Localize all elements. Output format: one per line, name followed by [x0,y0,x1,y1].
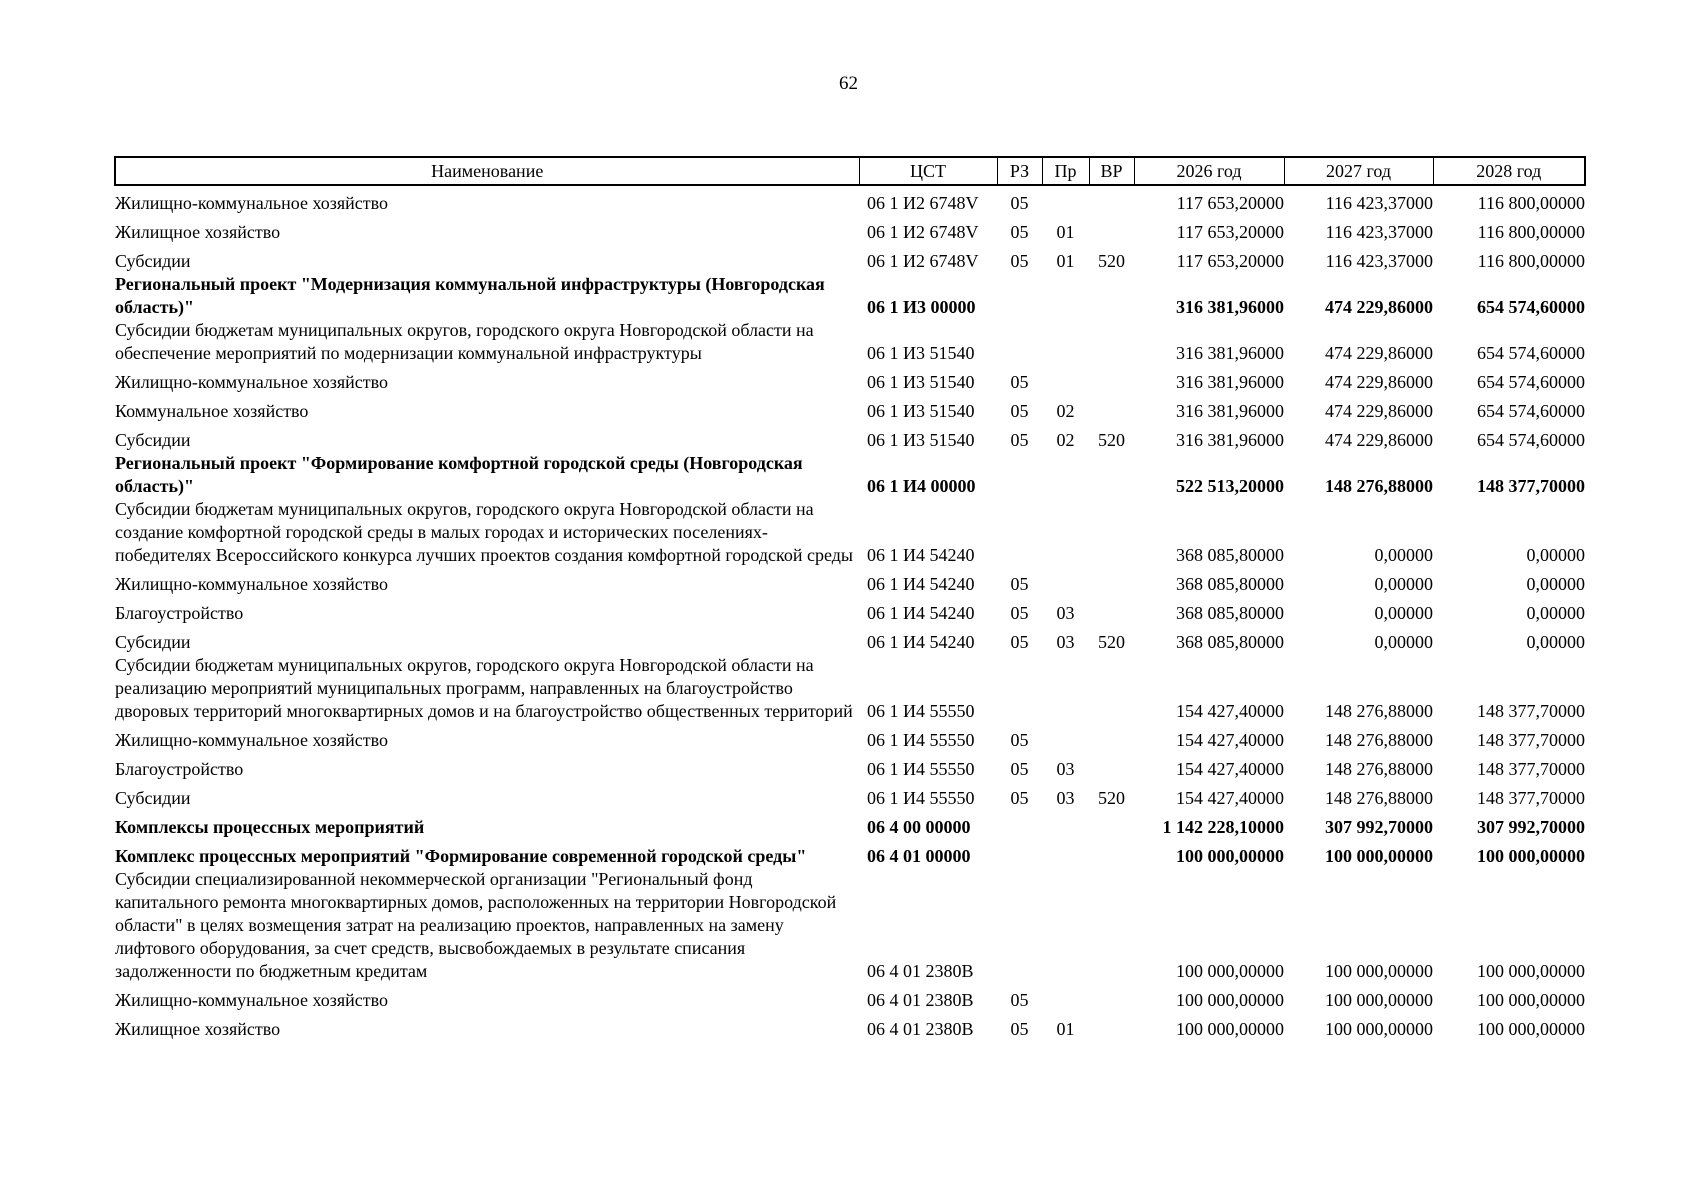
row-value-2027: 0,00000 [1374,603,1433,623]
row-name: Субсидии [115,251,191,271]
row-pr [1042,567,1089,596]
table-row [115,723,1585,752]
row-value-2028: 654 574,60000 [1477,372,1585,392]
row-rz: 05 [1010,632,1029,652]
row-name: Благоустройство [115,759,244,779]
page-number: 62 [839,73,858,94]
row-value-2026: 368 085,80000 [1176,632,1284,652]
row-value-2028: 0,00000 [1526,574,1585,594]
row-value-2028: 654 574,60000 [1477,343,1585,363]
row-name: Региональный проект "Формирование комфортной городской среды (Новгородская область)" [115,453,803,496]
row-pr [1042,185,1089,215]
row-rz: 05 [1010,603,1029,623]
row-pr: 03 [1056,788,1075,808]
row-rz: 05 [1010,430,1029,450]
row-vr: 520 [1098,251,1125,271]
row-value-2027: 474 229,86000 [1325,430,1433,450]
row-rz [997,319,1042,365]
row-value-2026: 117 653,20000 [1176,222,1284,242]
row-cst: 06 4 01 2380В [867,1019,974,1039]
table-row [115,452,1585,498]
row-vr [1089,983,1134,1012]
row-cst: 06 1 И4 55550 [867,730,975,750]
row-vr [1089,215,1134,244]
row-value-2026: 117 653,20000 [1176,251,1284,271]
row-value-2027: 0,00000 [1374,632,1433,652]
row-value-2026: 154 427,40000 [1176,730,1284,750]
row-value-2026: 316 381,96000 [1176,343,1284,363]
row-value-2027: 148 276,88000 [1325,788,1433,808]
row-vr [1089,810,1134,839]
row-value-2028: 148 377,70000 [1477,701,1585,721]
row-value-2027: 474 229,86000 [1325,297,1433,317]
header-row [115,157,1585,185]
row-pr [1042,452,1089,498]
row-pr: 01 [1056,251,1075,271]
table-row [115,394,1585,423]
row-value-2028: 100 000,00000 [1477,961,1585,981]
row-name: Субсидии [115,788,191,808]
table-body [115,185,1585,1041]
row-value-2027: 148 276,88000 [1325,476,1433,496]
row-value-2026: 522 513,20000 [1176,476,1284,496]
row-name: Субсидии [115,430,191,450]
budget-table-container [114,156,1584,1041]
row-pr [1042,839,1089,868]
row-rz: 05 [1010,730,1029,750]
row-vr [1089,752,1134,781]
row-value-2026: 100 000,00000 [1176,961,1284,981]
row-value-2027: 148 276,88000 [1325,730,1433,750]
row-value-2028: 148 377,70000 [1477,730,1585,750]
row-vr [1089,185,1134,215]
row-cst: 06 1 И4 55550 [867,759,975,779]
row-rz [997,839,1042,868]
row-value-2026: 117 653,20000 [1176,193,1284,213]
row-value-2026: 1 142 228,10000 [1162,817,1284,837]
header-cst: ЦСТ [859,157,997,185]
row-value-2026: 368 085,80000 [1176,574,1284,594]
row-value-2027: 100 000,00000 [1325,846,1433,866]
row-cst: 06 4 01 00000 [867,846,971,866]
row-name: Жилищно-коммунальное хозяйство [115,990,389,1010]
row-name: Субсидии бюджетам муниципальных округов, городского округа Новгородской области на обеспечение мероприятий по модернизации коммунальной инфраструктуры [115,320,814,363]
row-value-2027: 116 423,37000 [1325,193,1433,213]
row-value-2027: 100 000,00000 [1325,961,1433,981]
row-vr [1089,654,1134,723]
row-name: Жилищно-коммунальное хозяйство [115,574,389,594]
row-name: Субсидии специализированной некоммерческой организации "Региональный фонд капитального ремонта многоквартирных домов, расположенных на территории Новгородской области" в целях возмещения затрат на реализацию проектов, направленных на замену лифтового оборудования, за счет средств, высвобождаемых в результате списания задолженности по бюджетным кредитам [115,869,837,981]
budget-table [114,156,1586,1041]
row-rz: 05 [1010,401,1029,421]
row-value-2028: 116 800,00000 [1477,193,1585,213]
row-vr [1089,452,1134,498]
row-rz [997,273,1042,319]
row-rz: 05 [1010,574,1029,594]
row-value-2028: 100 000,00000 [1477,1019,1585,1039]
row-rz [997,498,1042,567]
row-rz: 05 [1010,1019,1029,1039]
row-value-2026: 100 000,00000 [1176,990,1284,1010]
row-value-2028: 0,00000 [1526,632,1585,652]
row-name: Субсидии бюджетам муниципальных округов, городского округа Новгородской области на реализацию мероприятий муниципальных программ, направленных на благоустройство дворовых территорий многоквартирных домов и на благоустройство общественных территорий [115,655,853,721]
row-vr [1089,1012,1134,1041]
row-value-2026: 154 427,40000 [1176,759,1284,779]
row-name: Коммунальное хозяйство [115,401,309,421]
table-row [115,185,1585,215]
header-vr: ВР [1089,157,1134,185]
row-cst: 06 1 И4 55550 [867,788,975,808]
row-value-2027: 116 423,37000 [1325,251,1433,271]
row-pr: 03 [1056,759,1075,779]
table-row [115,839,1585,868]
row-cst: 06 1 И2 6748V [867,193,979,213]
row-pr: 02 [1056,430,1075,450]
row-value-2028: 100 000,00000 [1477,846,1585,866]
row-name: Комплекс процессных мероприятий "Формирование современной городской среды" [115,846,807,866]
row-value-2028: 0,00000 [1526,545,1585,565]
row-cst: 06 4 00 00000 [867,817,971,837]
table-row [115,983,1585,1012]
row-pr [1042,273,1089,319]
table-header [115,157,1585,185]
row-rz: 05 [1010,222,1029,242]
row-pr: 03 [1056,603,1075,623]
row-value-2028: 116 800,00000 [1477,222,1585,242]
row-value-2028: 116 800,00000 [1477,251,1585,271]
row-rz [997,868,1042,983]
row-cst: 06 1 И4 00000 [867,476,976,496]
row-pr: 01 [1056,222,1075,242]
row-name: Жилищно-коммунальное хозяйство [115,372,389,392]
row-vr [1089,365,1134,394]
row-value-2026: 100 000,00000 [1176,1019,1284,1039]
header-pr: Пр [1042,157,1089,185]
row-cst: 06 1 И3 51540 [867,401,975,421]
row-value-2026: 100 000,00000 [1176,846,1284,866]
row-cst: 06 1 И3 51540 [867,430,975,450]
row-vr: 520 [1098,788,1125,808]
row-pr: 03 [1056,632,1075,652]
header-2028: 2028 год [1433,157,1585,185]
row-vr: 520 [1098,632,1125,652]
row-pr [1042,654,1089,723]
table-row [115,319,1585,365]
header-name: Наименование [115,157,859,185]
row-vr [1089,273,1134,319]
row-value-2028: 0,00000 [1526,603,1585,623]
row-cst: 06 1 И4 54240 [867,603,975,623]
row-cst: 06 1 И4 54240 [867,632,975,652]
row-value-2027: 100 000,00000 [1325,1019,1433,1039]
row-rz [997,654,1042,723]
row-rz: 05 [1010,759,1029,779]
row-cst: 06 1 И3 51540 [867,372,975,392]
row-vr [1089,394,1134,423]
row-value-2027: 148 276,88000 [1325,759,1433,779]
row-cst: 06 1 И2 6748V [867,222,979,242]
row-rz: 05 [1010,193,1029,213]
row-value-2026: 316 381,96000 [1176,430,1284,450]
row-rz: 05 [1010,990,1029,1010]
row-cst: 06 4 01 2380В [867,990,974,1010]
row-value-2028: 148 377,70000 [1477,788,1585,808]
table-row [115,868,1585,983]
row-cst: 06 1 И4 54240 [867,574,975,594]
row-cst: 06 1 И3 00000 [867,297,976,317]
row-pr [1042,365,1089,394]
row-pr [1042,498,1089,567]
row-rz [997,452,1042,498]
table-row [115,423,1585,452]
row-vr [1089,723,1134,752]
row-pr [1042,319,1089,365]
row-value-2027: 474 229,86000 [1325,343,1433,363]
row-value-2026: 316 381,96000 [1176,297,1284,317]
table-row [115,498,1585,567]
row-cst: 06 1 И3 51540 [867,343,975,363]
row-rz [997,810,1042,839]
row-value-2027: 474 229,86000 [1325,401,1433,421]
table-row [115,365,1585,394]
row-value-2027: 0,00000 [1374,574,1433,594]
row-pr [1042,723,1089,752]
row-pr [1042,983,1089,1012]
row-value-2028: 100 000,00000 [1477,990,1585,1010]
row-name: Субсидии [115,632,191,652]
row-value-2028: 654 574,60000 [1477,297,1585,317]
row-vr [1089,868,1134,983]
row-value-2026: 154 427,40000 [1176,701,1284,721]
row-cst: 06 4 01 2380В [867,961,974,981]
table-row [115,1012,1585,1041]
row-name: Субсидии бюджетам муниципальных округов, городского округа Новгородской области на создание комфортной городской среды в малых городах и исторических поселениях-победителях Всероссийского конкурса лучших проектов создания комфортной городской среды [115,499,853,565]
table-row [115,215,1585,244]
row-pr [1042,810,1089,839]
row-value-2026: 368 085,80000 [1176,545,1284,565]
row-rz: 05 [1010,251,1029,271]
row-vr [1089,498,1134,567]
row-vr [1089,596,1134,625]
header-rz: РЗ [997,157,1042,185]
row-value-2028: 307 992,70000 [1477,817,1585,837]
row-value-2028: 654 574,60000 [1477,401,1585,421]
row-vr [1089,839,1134,868]
header-2026: 2026 год [1134,157,1284,185]
row-pr [1042,868,1089,983]
row-value-2026: 368 085,80000 [1176,603,1284,623]
row-value-2027: 116 423,37000 [1325,222,1433,242]
row-value-2027: 0,00000 [1374,545,1433,565]
row-cst: 06 1 И2 6748V [867,251,979,271]
table-row [115,654,1585,723]
row-pr: 02 [1056,401,1075,421]
row-vr [1089,567,1134,596]
row-value-2027: 474 229,86000 [1325,372,1433,392]
table-row [115,625,1585,654]
row-name: Жилищно-коммунальное хозяйство [115,730,389,750]
row-name: Региональный проект "Модернизация коммунальной инфраструктуры (Новгородская область)" [115,274,825,317]
table-row [115,810,1585,839]
header-2027: 2027 год [1284,157,1433,185]
row-pr: 01 [1056,1019,1075,1039]
table-row [115,596,1585,625]
row-name: Жилищное хозяйство [115,222,281,242]
row-value-2028: 148 377,70000 [1477,759,1585,779]
row-value-2026: 316 381,96000 [1176,372,1284,392]
row-name: Жилищное хозяйство [115,1019,281,1039]
row-name: Жилищно-коммунальное хозяйство [115,193,389,213]
row-value-2026: 316 381,96000 [1176,401,1284,421]
row-value-2027: 148 276,88000 [1325,701,1433,721]
table-row [115,781,1585,810]
row-cst: 06 1 И4 55550 [867,701,975,721]
row-value-2028: 148 377,70000 [1477,476,1585,496]
table-row [115,752,1585,781]
row-value-2028: 654 574,60000 [1477,430,1585,450]
row-value-2027: 100 000,00000 [1325,990,1433,1010]
row-value-2027: 307 992,70000 [1325,817,1433,837]
row-value-2026: 154 427,40000 [1176,788,1284,808]
row-vr: 520 [1098,430,1125,450]
row-rz: 05 [1010,372,1029,392]
row-rz: 05 [1010,788,1029,808]
row-name: Комплексы процессных мероприятий [115,817,425,837]
row-name: Благоустройство [115,603,244,623]
row-vr [1089,319,1134,365]
table-row [115,567,1585,596]
table-row [115,244,1585,273]
row-cst: 06 1 И4 54240 [867,545,975,565]
table-row [115,273,1585,319]
